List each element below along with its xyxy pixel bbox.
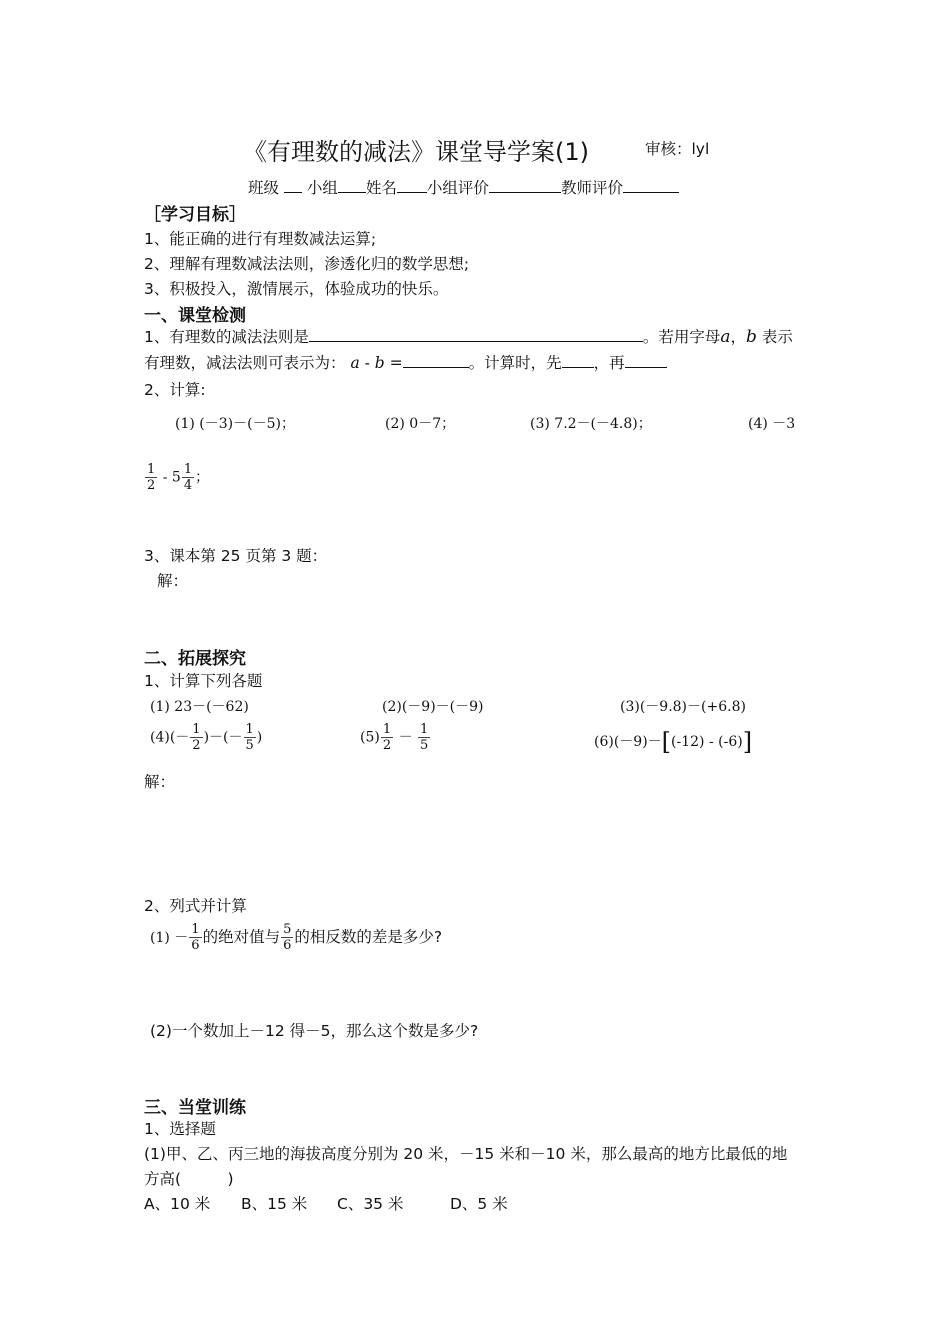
first-step-blank[interactable]	[562, 352, 594, 368]
subtraction-expression: a - b =	[350, 354, 403, 372]
section1-q3: 3、课本第 25 页第 3 题：	[144, 547, 328, 565]
group-label: 小组	[306, 179, 338, 197]
section1-q1-line1	[144, 325, 793, 347]
var-b: b	[746, 327, 757, 347]
fraction: $\frac{1}{2}$	[192, 722, 201, 753]
var-a: a	[720, 327, 731, 347]
section3-q1: 1、选择题	[144, 1120, 216, 1138]
rule-blank[interactable]	[309, 326, 643, 342]
option-c[interactable]: C、35 米	[337, 1195, 404, 1213]
expr-blank[interactable]	[403, 352, 469, 368]
expr-text: ；	[195, 469, 210, 486]
expr-text: (6)(－9)－	[594, 734, 662, 750]
fraction: $\frac{1}{2}$	[382, 722, 392, 753]
question-stem: 方高( )	[144, 1170, 234, 1188]
objective-item: 2、理解有理数减法法则，渗透化归的数学思想;	[144, 255, 470, 273]
section1-q1-line2	[144, 351, 667, 373]
teacher-eval-blank[interactable]	[623, 177, 679, 193]
expr-text: (5)	[360, 729, 380, 746]
problem-3: (3)(－9.8)－(+6.8)	[620, 699, 746, 715]
problem-4	[150, 722, 262, 753]
fraction: $\frac{1}{6}$	[191, 922, 200, 953]
class-label: 班级	[248, 179, 280, 197]
fraction: $\frac{1}{2}$	[147, 462, 156, 493]
right-bracket: ]	[742, 728, 753, 756]
solve-label: 解：	[144, 773, 176, 791]
name-label: 姓名	[365, 179, 397, 197]
section1-q2: 2、计算:	[144, 381, 206, 399]
expr-text: (4)(－	[150, 729, 190, 746]
reviewer-note: 审核：lyl	[645, 140, 710, 158]
expr-text: )－(－	[203, 729, 243, 746]
expr-text: (-12) - (-6)	[671, 734, 743, 750]
fraction: $\frac{1}{5}$	[420, 722, 429, 753]
q1-text: 1、有理数的减法法则是	[144, 328, 309, 346]
group-eval-blank[interactable]	[489, 177, 561, 193]
option-a[interactable]: A、10 米	[144, 1195, 211, 1213]
section1-heading: 一、课堂检测	[144, 306, 246, 326]
section2-q1: 1、计算下列各题	[144, 672, 263, 690]
expr-text: 的相反数的差是多少?	[294, 928, 443, 946]
section2-q2: 2、列式并计算	[144, 897, 247, 915]
problem-2: (2)(－9)－(－9)	[382, 699, 484, 715]
q1-text: 表示	[761, 328, 793, 346]
expr-text: 的绝对值与	[202, 928, 281, 946]
calc-item-1: (1) (－3)－(－5)；	[175, 416, 295, 432]
fraction: $\frac{1}{4}$	[183, 462, 193, 493]
objective-item: 1、能正确的进行有理数减法运算;	[144, 230, 377, 248]
fraction: $\frac{5}{6}$	[283, 922, 292, 953]
option-d[interactable]: D、5 米	[450, 1195, 508, 1213]
objective-item: 3、积极投入，激情展示，体验成功的快乐。	[144, 280, 449, 298]
calc-item-3: (3) 7.2－(－4.8)；	[530, 416, 652, 432]
q1-text: ，再	[593, 354, 625, 372]
class-blank[interactable]	[284, 177, 302, 193]
objectives-heading: ［学习目标］	[144, 205, 246, 225]
problem-5	[360, 722, 431, 753]
expr-text: (1) －	[150, 930, 189, 946]
q1-text: 。若用字母	[642, 328, 721, 346]
teacher-eval-label: 教师评价	[560, 179, 623, 197]
option-b[interactable]: B、15 米	[241, 1195, 308, 1213]
section2-q2-1	[150, 922, 442, 953]
question-stem: (1)甲、乙、丙三地的海拔高度分别为 20 米，－15 米和－10 米，那么最高的地方比最低的地	[144, 1145, 788, 1163]
name-blank[interactable]	[397, 177, 427, 193]
section2-heading: 二、拓展探究	[144, 649, 246, 669]
expr-text: －	[398, 729, 413, 746]
fraction: $\frac{1}{5}$	[245, 722, 254, 753]
q1-text: 。计算时，先	[468, 354, 562, 372]
expr-text: - 5	[162, 469, 181, 486]
group-blank[interactable]	[338, 177, 366, 193]
problem-6	[594, 728, 752, 756]
left-bracket: [	[661, 728, 672, 756]
group-eval-label: 小组评价	[426, 179, 489, 197]
calc-item-4-continued	[144, 462, 209, 493]
section2-q2-2: (2)一个数加上－12 得－5，那么这个数是多少?	[150, 1022, 479, 1040]
second-step-blank[interactable]	[625, 352, 667, 368]
page-title: 《有理数的减法》课堂导学案(1)	[243, 138, 589, 166]
header-info-line	[248, 176, 679, 198]
calc-item-4: (4) －3	[748, 416, 796, 432]
comma: ，	[730, 328, 747, 346]
solve-label: 解：	[157, 572, 189, 590]
problem-1: (1) 23－(－62)	[150, 699, 249, 715]
calc-item-2: (2) 0－7；	[385, 416, 456, 432]
section3-heading: 三、当堂训练	[144, 1098, 246, 1118]
q1-text: 有理数，减法法则可表示为：	[144, 354, 346, 372]
expr-text: )	[256, 729, 263, 746]
